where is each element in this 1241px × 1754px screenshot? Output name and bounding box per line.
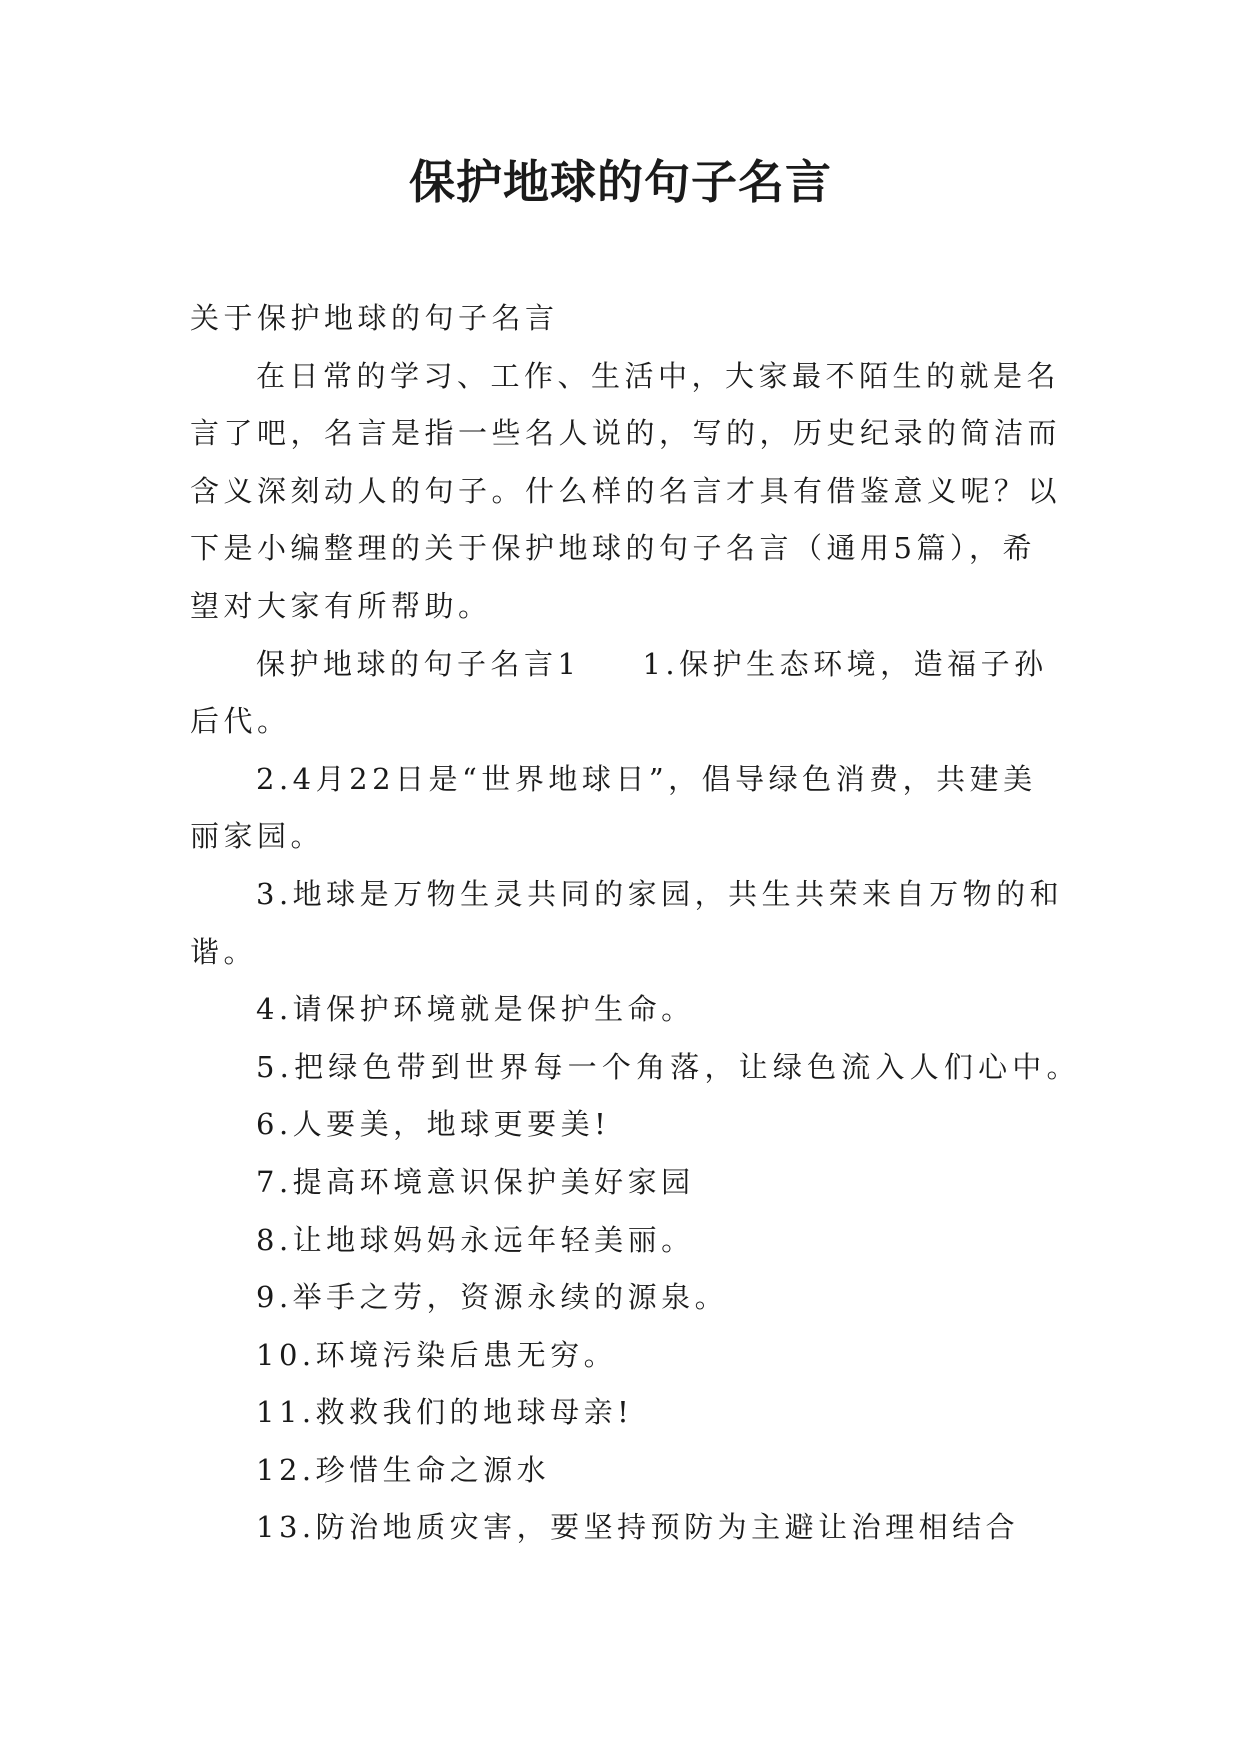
section-heading-line xyxy=(190,636,1070,694)
quote-9: 9.举手之劳，资源永续的源泉。 xyxy=(256,1280,729,1315)
quote-2: 2.4月22日是“世界地球日”，倡导绿色消费，共建美 xyxy=(256,761,1037,796)
intro-line: 含义深刻动人的句子。什么样的名言才具有借鉴意义呢？以 xyxy=(190,473,1062,508)
quote-8: 8.让地球妈妈永远年轻美丽。 xyxy=(256,1222,695,1257)
intro-line: 下是小编整理的关于保护地球的句子名言（通用5篇），希 xyxy=(190,531,1036,566)
intro-line: 望对大家有所帮助。 xyxy=(190,588,492,623)
quote-2-continued: 丽家园。 xyxy=(190,819,325,854)
subtitle: 关于保护地球的句子名言 xyxy=(190,301,559,335)
document-title: 保护地球的句子名言 xyxy=(409,155,832,209)
quote-10: 10.环境污染后患无穷。 xyxy=(256,1337,618,1372)
intro-line: 在日常的学习、工作、生活中，大家最不陌生的就是名 xyxy=(256,358,1061,393)
quote-4: 4.请保护环境就是保护生命。 xyxy=(256,992,695,1027)
quote-13: 13.防治地质灾害，要坚持预防为主避让治理相结合 xyxy=(256,1510,1020,1545)
document-body xyxy=(190,290,1081,1557)
quote-3: 3.地球是万物生灵共同的家园，共生共荣来自万物的和 xyxy=(256,876,1064,911)
quote-12: 12.珍惜生命之源水 xyxy=(256,1452,551,1487)
quote-6: 6.人要美，地球更要美! xyxy=(256,1107,611,1142)
quote-1-continued: 后代。 xyxy=(190,704,291,739)
quote-7: 7.提高环境意识保护美好家园 xyxy=(256,1164,695,1199)
quote-3-continued: 谐。 xyxy=(190,934,258,969)
intro-line: 言了吧，名言是指一些名人说的，写的，历史纪录的简洁而 xyxy=(190,416,1062,451)
quote-5: 5.把绿色带到世界每一个角落，让绿色流入人们心中。 xyxy=(256,1049,1081,1084)
quote-1: 1.保护生态环境，造福子孙 xyxy=(642,646,1048,681)
section-heading: 保护地球的句子名言1 xyxy=(256,646,581,681)
quote-11: 11.救救我们的地球母亲! xyxy=(256,1395,634,1430)
